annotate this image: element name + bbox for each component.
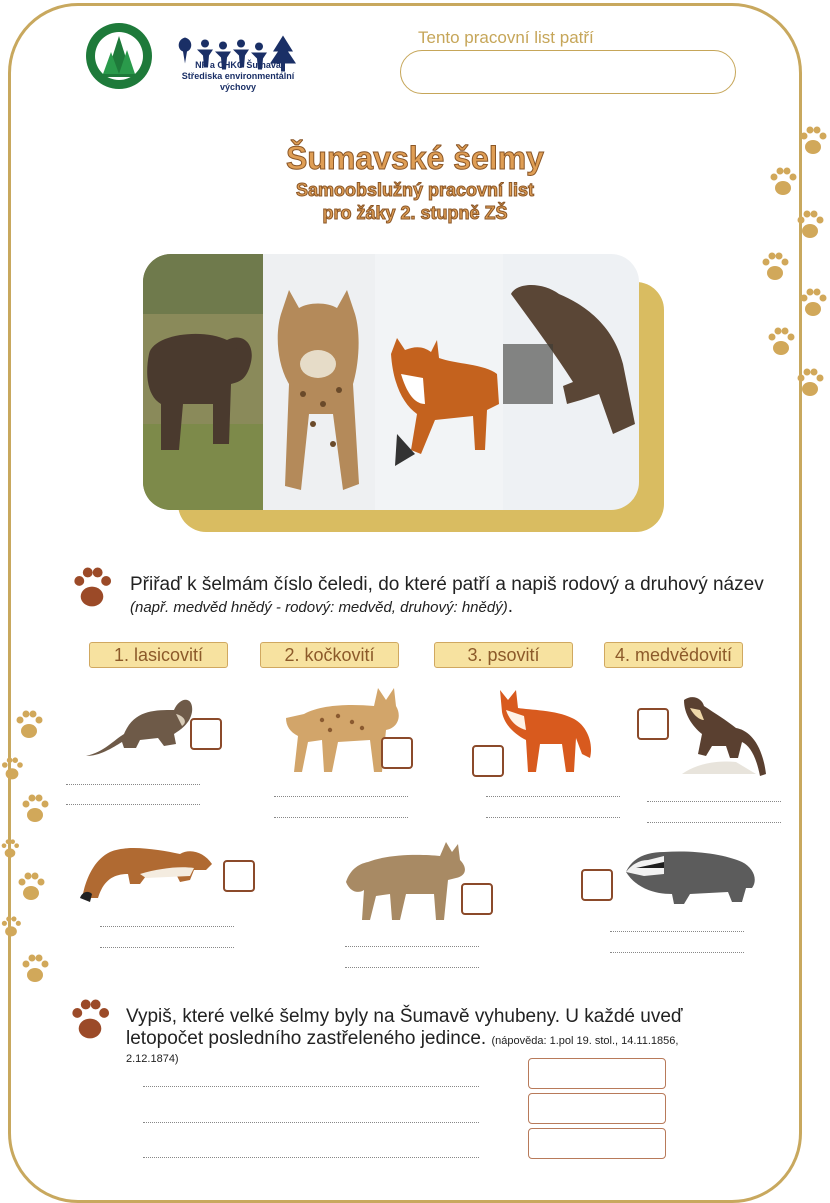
badger-drawing bbox=[624, 848, 758, 906]
answer-line[interactable] bbox=[345, 967, 479, 968]
task2-hint-line2: 2.12.1874) bbox=[126, 1053, 179, 1065]
answer-box-lynx[interactable] bbox=[381, 737, 413, 769]
page-subtitle-2: pro žáky 2. stupně ZŠ bbox=[322, 203, 508, 223]
task1-example: (např. medvěd hnědý - rodový: medvěd, druhový: hnědý) bbox=[130, 599, 508, 616]
task2-hint: (nápověda: 1.pol 19. stol., 14.11.1856, bbox=[491, 1035, 679, 1047]
paw-print-icon bbox=[768, 165, 798, 199]
answer-line[interactable] bbox=[647, 801, 781, 802]
paw-print-icon bbox=[0, 910, 22, 944]
answer-line[interactable] bbox=[610, 952, 744, 953]
answer-box-badger[interactable] bbox=[581, 869, 613, 901]
task1-text: Přiřaď k šelmám číslo čeledi, do které patří a napiš rodový a druhový název bbox=[130, 574, 764, 595]
paw-print-icon bbox=[20, 952, 50, 986]
fox-photo bbox=[375, 254, 503, 510]
family-label-2: 2. kočkovití bbox=[260, 642, 399, 668]
answer-line[interactable] bbox=[610, 931, 744, 932]
paw-print-icon bbox=[766, 325, 796, 359]
task1-period: . bbox=[507, 596, 513, 617]
family-label-4: 4. medvědovití bbox=[604, 642, 743, 668]
family-label-3: 3. psovití bbox=[434, 642, 573, 668]
logo-caption bbox=[168, 60, 308, 93]
bear-photo bbox=[143, 254, 263, 510]
otter-drawing bbox=[84, 690, 194, 760]
answer-line[interactable] bbox=[274, 796, 408, 797]
paw-print-icon bbox=[795, 208, 825, 242]
paw-print-icon bbox=[798, 286, 828, 320]
paw-print-icon bbox=[68, 996, 112, 1044]
task2-text-line1: Vypiš, které velké šelmy byly na Šumavě vyhubeny. U každé uveď bbox=[126, 1006, 683, 1027]
task2-text-line2: letopočet posledního zastřeleného jedince. bbox=[126, 1028, 487, 1049]
year-answer-box[interactable] bbox=[528, 1093, 666, 1124]
answer-line[interactable] bbox=[143, 1122, 479, 1123]
answer-line[interactable] bbox=[100, 947, 234, 948]
answer-box-fox[interactable] bbox=[472, 745, 504, 777]
paw-print-icon bbox=[798, 124, 828, 158]
answer-line[interactable] bbox=[647, 822, 781, 823]
otter-photo bbox=[503, 254, 639, 510]
logo-caption-line1: NP a CHKO Šumava bbox=[195, 60, 281, 70]
paw-print-icon bbox=[16, 870, 46, 904]
wolf-drawing bbox=[344, 840, 468, 924]
paw-print-icon bbox=[760, 250, 790, 284]
owner-label: Tento pracovní list patří bbox=[418, 28, 594, 47]
paw-print-icon bbox=[20, 792, 50, 826]
answer-line[interactable] bbox=[143, 1157, 479, 1158]
answer-box-wolf[interactable] bbox=[461, 883, 493, 915]
task1-instruction bbox=[130, 574, 790, 619]
paw-print-icon bbox=[795, 366, 825, 400]
page-title: Šumavské šelmy bbox=[286, 140, 544, 176]
answer-line[interactable] bbox=[345, 946, 479, 947]
answer-line[interactable] bbox=[143, 1086, 479, 1087]
year-answer-box[interactable] bbox=[528, 1128, 666, 1159]
photo-collage bbox=[143, 254, 639, 510]
answer-line[interactable] bbox=[486, 796, 620, 797]
fox-drawing bbox=[496, 688, 594, 774]
answer-line[interactable] bbox=[66, 784, 200, 785]
paw-print-icon bbox=[0, 832, 20, 866]
answer-line[interactable] bbox=[66, 804, 200, 805]
national-park-logo bbox=[85, 22, 153, 90]
marten-drawing bbox=[676, 694, 768, 780]
answer-line[interactable] bbox=[274, 817, 408, 818]
paw-print-icon bbox=[0, 752, 24, 786]
answer-line[interactable] bbox=[100, 926, 234, 927]
owner-name-field[interactable] bbox=[400, 50, 736, 94]
page-subtitle-1: Samoobslužný pracovní list bbox=[295, 180, 535, 200]
family-label-1: 1. lasicovití bbox=[89, 642, 228, 668]
lynx-photo bbox=[263, 254, 375, 510]
answer-box-marten[interactable] bbox=[637, 708, 669, 740]
task2-instruction bbox=[126, 1006, 776, 1066]
answer-box-stoat[interactable] bbox=[223, 860, 255, 892]
stoat-drawing bbox=[80, 838, 214, 904]
paw-print-icon bbox=[14, 708, 44, 742]
logo-caption-line3: výchovy bbox=[219, 82, 257, 92]
logo-caption-line2: Střediska environmentální bbox=[181, 71, 295, 81]
answer-box-otter[interactable] bbox=[190, 718, 222, 750]
answer-line[interactable] bbox=[486, 817, 620, 818]
paw-print-icon bbox=[70, 564, 114, 612]
year-answer-box[interactable] bbox=[528, 1058, 666, 1089]
